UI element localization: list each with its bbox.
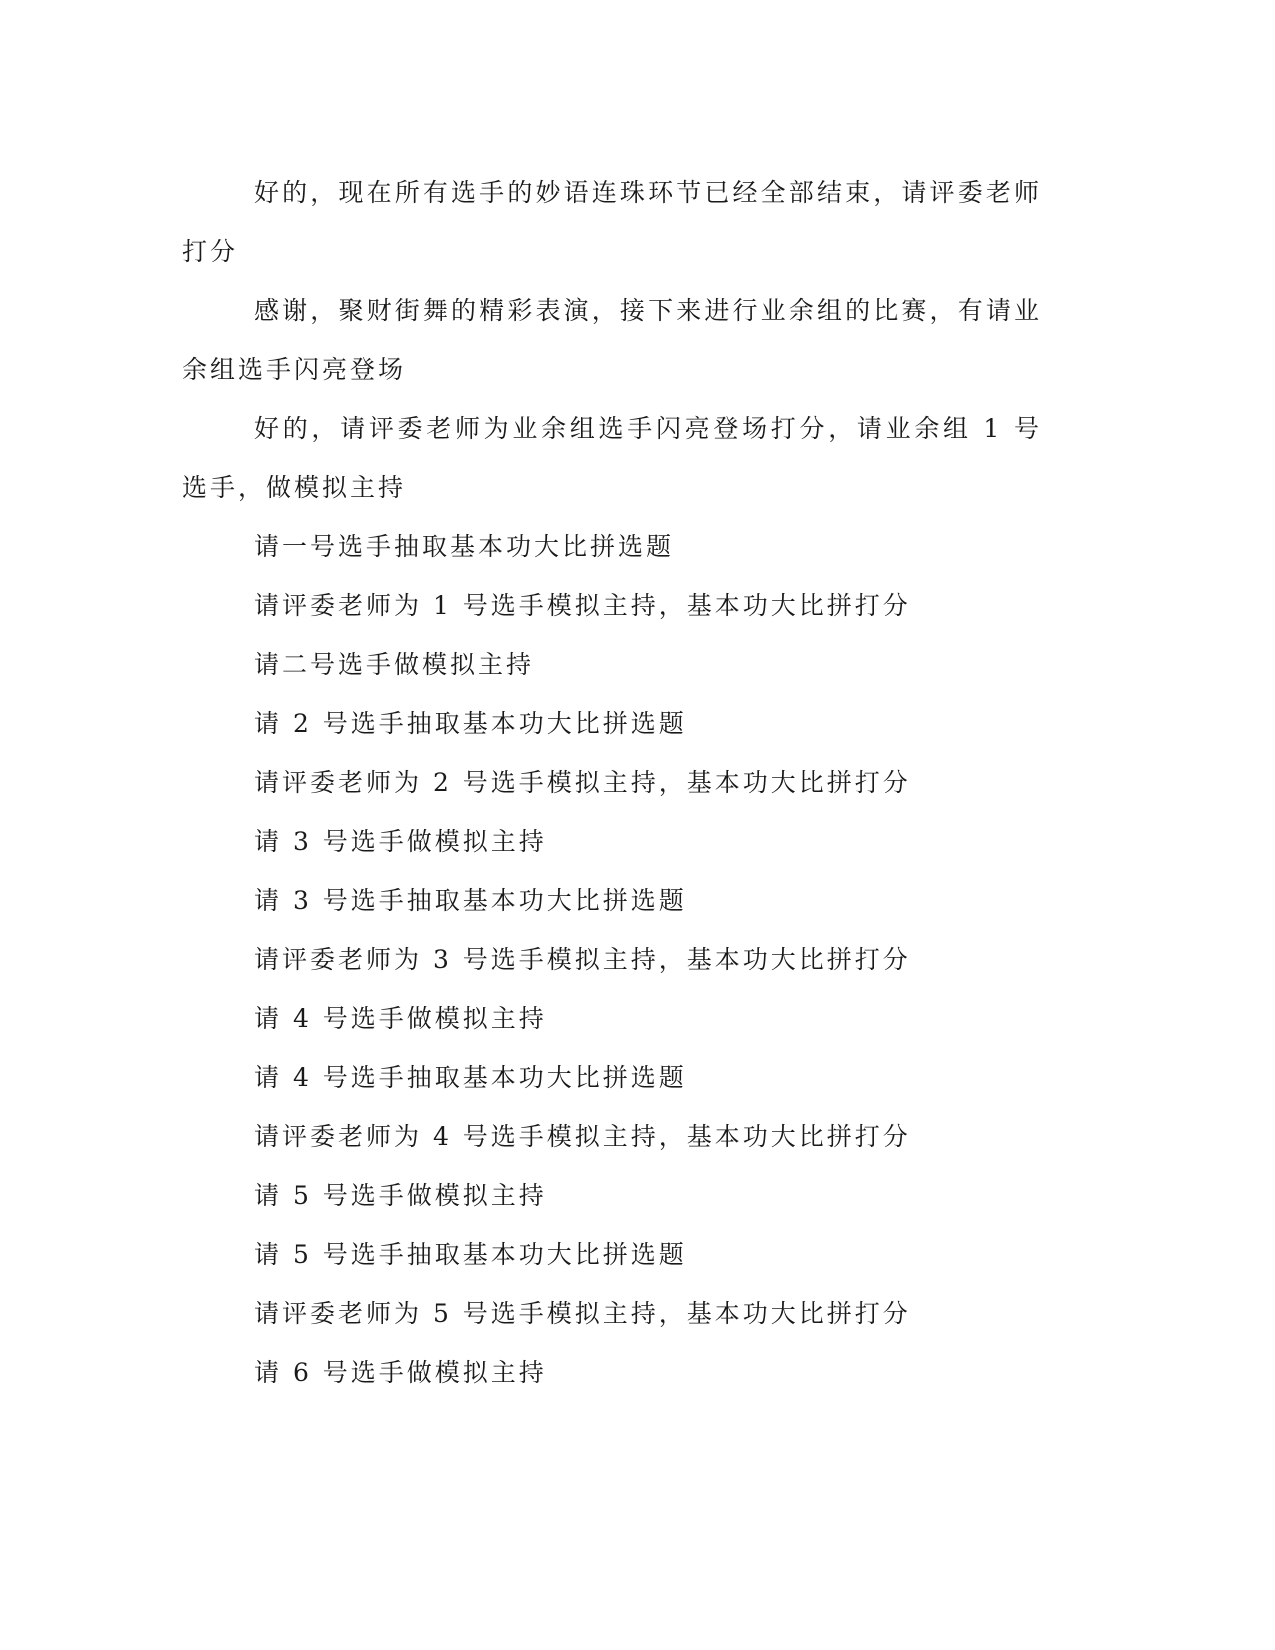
paragraph: 请 3 号选手做模拟主持 xyxy=(254,827,547,856)
paragraph: 好的，现在所有选手的妙语连珠环节已经全部结束，请评委老师打分 xyxy=(182,178,1042,266)
paragraph: 请 4 号选手做模拟主持 xyxy=(254,1004,547,1033)
paragraph: 好的，请评委老师为业余组选手闪亮登场打分，请业余组 1 号选手，做模拟主持 xyxy=(182,414,1042,502)
paragraph: 请评委老师为 4 号选手模拟主持，基本功大比拼打分 xyxy=(254,1122,911,1151)
paragraph: 请 5 号选手做模拟主持 xyxy=(254,1181,547,1210)
paragraph: 请 3 号选手抽取基本功大比拼选题 xyxy=(254,886,687,915)
paragraph: 请二号选手做模拟主持 xyxy=(254,650,535,679)
paragraph: 请评委老师为 2 号选手模拟主持，基本功大比拼打分 xyxy=(254,768,911,797)
paragraph: 感谢，聚财街舞的精彩表演，接下来进行业余组的比赛，有请业余组选手闪亮登场 xyxy=(182,296,1042,384)
document-body xyxy=(182,163,1042,1402)
paragraph: 请 6 号选手做模拟主持 xyxy=(254,1358,547,1387)
paragraph: 请评委老师为 3 号选手模拟主持，基本功大比拼打分 xyxy=(254,945,911,974)
paragraph: 请 5 号选手抽取基本功大比拼选题 xyxy=(254,1240,687,1269)
paragraph: 请评委老师为 1 号选手模拟主持，基本功大比拼打分 xyxy=(254,591,911,620)
paragraph: 请评委老师为 5 号选手模拟主持，基本功大比拼打分 xyxy=(254,1299,911,1328)
paragraph: 请一号选手抽取基本功大比拼选题 xyxy=(254,532,675,561)
paragraph: 请 4 号选手抽取基本功大比拼选题 xyxy=(254,1063,687,1092)
paragraph: 请 2 号选手抽取基本功大比拼选题 xyxy=(254,709,687,738)
